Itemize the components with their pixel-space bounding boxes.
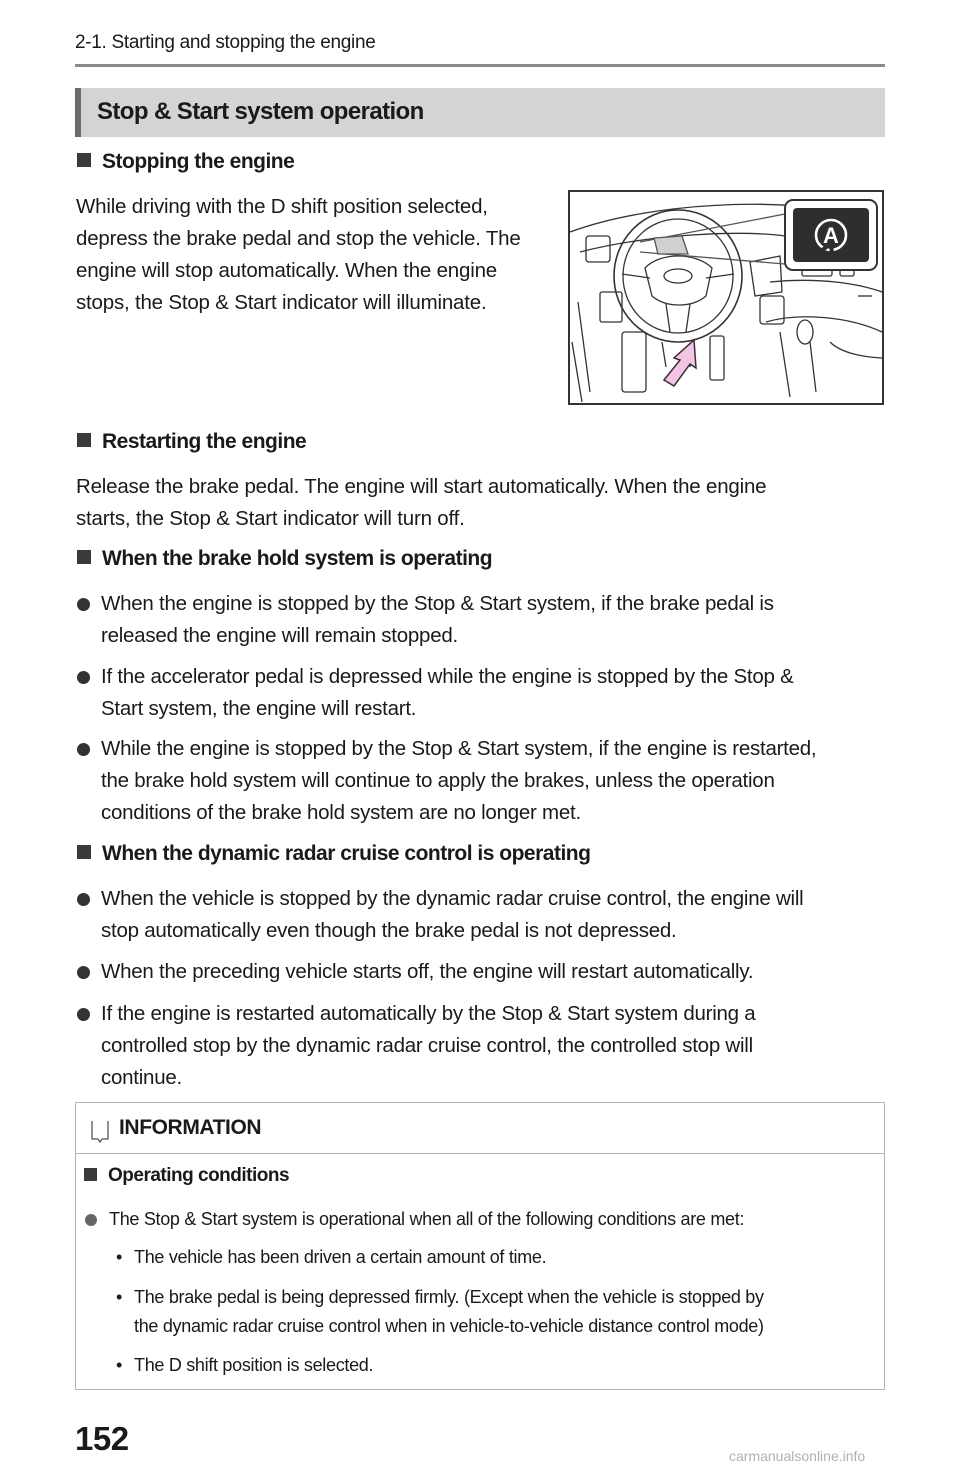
round-bullet-icon [77, 671, 90, 684]
info-note-icon [90, 1119, 110, 1143]
pink-arrow-icon [664, 340, 696, 386]
brake-hold-bullet-2: If the accelerator pedal is depressed while the engine is stopped by the Stop & Start system, the engine will restart. [76, 661, 888, 725]
radar-cruise-bullet-2: When the preceding vehicle starts off, the engine will restart automatically. [76, 956, 888, 988]
section-accent [75, 88, 81, 137]
restarting-paragraph: Release the brake pedal. The engine will start automatically. When the engine starts, the Stop & Start indicator will turn off. [76, 475, 767, 530]
condition-item-1: • The vehicle has been driven a certain amount of time. [116, 1247, 547, 1267]
watermark: carmanualsonline.info [729, 1448, 866, 1464]
information-title: INFORMATION [119, 1116, 262, 1139]
section-title: Stop & Start system operation [97, 98, 424, 125]
heading-operating-conditions: Operating conditions [84, 1165, 289, 1187]
svg-text:A: A [823, 223, 839, 248]
square-bullet-icon [77, 550, 91, 564]
header-rule [75, 64, 885, 67]
stopping-paragraph: While driving with the D shift position selected, depress the brake pedal and stop the vehicle. The engine will stop automatically. When the engine stops, the Stop & Start indicator will illuminate. [76, 195, 521, 314]
cockpit-illustration [568, 190, 884, 405]
round-bullet-icon [77, 966, 90, 979]
square-bullet-icon [77, 433, 91, 447]
conditions-intro: The Stop & Start system is operational when all of the following conditions are met: [84, 1205, 744, 1233]
round-bullet-icon [77, 1008, 90, 1021]
square-bullet-icon [77, 153, 91, 167]
information-header [76, 1103, 884, 1154]
round-bullet-icon [77, 893, 90, 906]
round-bullet-icon [77, 598, 90, 611]
heading-radar-cruise: When the dynamic radar cruise control is operating [77, 842, 590, 866]
heading-restarting: Restarting the engine [77, 430, 306, 454]
running-head: 2-1. Starting and stopping the engine [75, 32, 376, 53]
round-bullet-icon [85, 1214, 97, 1226]
page-number: 152 [75, 1420, 129, 1457]
heading-brake-hold: When the brake hold system is operating [77, 547, 492, 571]
square-bullet-icon [84, 1168, 97, 1181]
brake-hold-bullet-1: When the engine is stopped by the Stop & Start system, if the brake pedal is released the engine will remain stopped. [76, 588, 888, 652]
round-bullet-icon [77, 743, 90, 756]
square-bullet-icon [77, 845, 91, 859]
heading-stopping: Stopping the engine [77, 150, 294, 174]
radar-cruise-bullet-3: If the engine is restarted automatically by the Stop & Start system during a controlled stop by the dynamic radar cruise control, the controlled stop will continue. [76, 998, 888, 1094]
brake-hold-bullet-3: While the engine is stopped by the Stop & Start system, if the engine is restarted, the brake hold system will continue to apply the brakes, unless the operation conditions of the brake hold system are no longer met. [76, 733, 888, 829]
condition-item-2: • The brake pedal is being depressed firmly. (Except when the vehicle is stopped by the dynamic radar cruise control when in vehicle-to-vehicle distance control mode) [116, 1287, 764, 1336]
radar-cruise-bullet-1: When the vehicle is stopped by the dynamic radar cruise control, the engine will stop automatically even though the brake pedal is not depressed. [76, 883, 888, 947]
section-title-bar [75, 88, 885, 137]
condition-item-3: • The D shift position is selected. [116, 1355, 374, 1375]
information-box [75, 1102, 885, 1390]
